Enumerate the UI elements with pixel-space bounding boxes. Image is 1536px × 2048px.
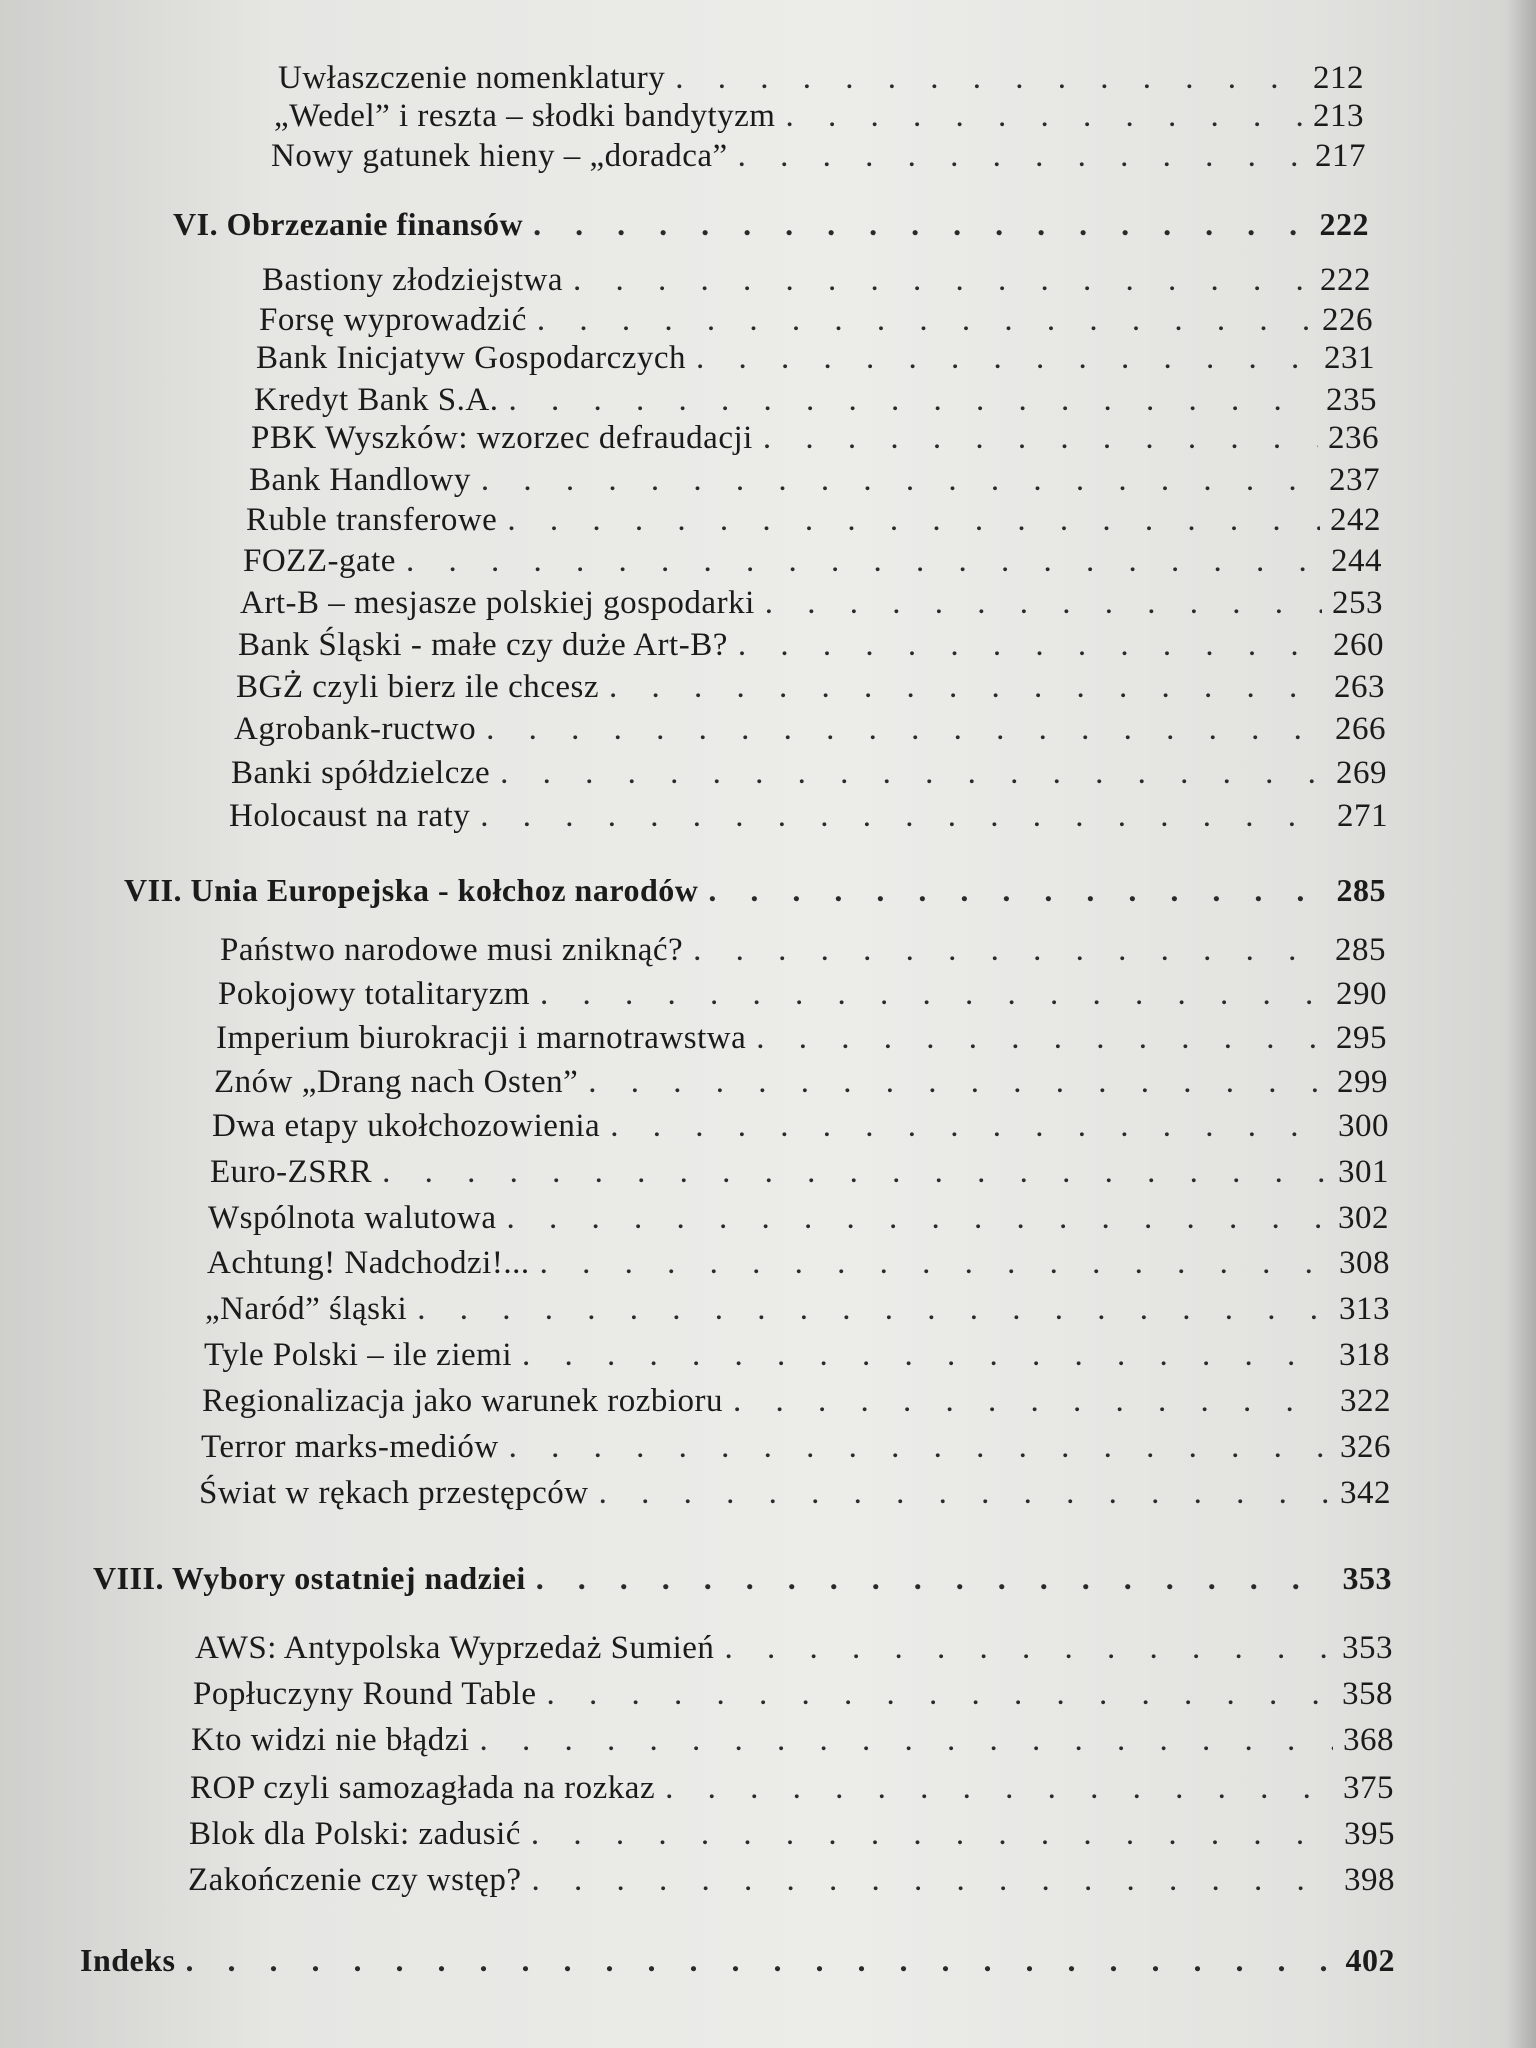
toc-chapter-page: 353	[1342, 1560, 1392, 1596]
leader-dots	[738, 627, 1323, 664]
toc-entry	[205, 1291, 1390, 1328]
toc-entry	[274, 98, 1364, 135]
toc-entry	[193, 1676, 1393, 1713]
toc-entry-title: BGŻ czyli bierz ile chcesz	[236, 669, 599, 705]
toc-entry-title: ROP czyli samozagłada na rozkaz	[190, 1770, 656, 1806]
leader-dots	[696, 340, 1314, 377]
leader-dots	[508, 382, 1316, 419]
toc-entry-page: 318	[1339, 1337, 1390, 1373]
toc-chapter-page: 285	[1336, 872, 1386, 908]
toc-entry-title: Ruble transferowe	[246, 502, 498, 538]
leader-dots	[481, 462, 1319, 499]
toc-entry-page: 342	[1340, 1475, 1391, 1511]
toc-entry-page: 299	[1337, 1064, 1388, 1100]
toc-entry-title: Bank Handlowy	[249, 462, 471, 498]
toc-entry-title: Bastiony złodziejstwa	[262, 262, 564, 298]
toc-entry-title: Forsę wyprowadzić	[259, 302, 527, 338]
toc-entry-title: Wspólnota walutowa	[208, 1200, 497, 1236]
toc-entry-page: 217	[1315, 138, 1366, 174]
toc-chapter-page: 222	[1319, 206, 1369, 242]
toc-entry-page: 269	[1336, 755, 1387, 791]
leader-dots	[537, 302, 1312, 339]
leader-dots	[486, 711, 1325, 748]
leader-dots	[609, 669, 1324, 706]
toc-entry-page: 368	[1343, 1722, 1394, 1758]
toc-entry-page: 322	[1340, 1383, 1391, 1419]
leader-dots	[507, 502, 1320, 539]
toc-entry-title: Achtung! Nadchodzi!...	[207, 1245, 530, 1281]
toc-entry-page: 253	[1332, 585, 1383, 621]
toc-entry-page: 226	[1322, 302, 1373, 338]
toc-entry	[246, 502, 1381, 539]
toc-entry	[190, 1770, 1394, 1807]
toc-entry-page: 263	[1334, 669, 1385, 705]
leader-dots	[186, 1942, 1336, 1979]
toc-entry-page: 244	[1331, 543, 1382, 579]
toc-entry-page: 308	[1339, 1245, 1390, 1281]
toc-entry-title: Świat w rękach przestępców	[199, 1475, 589, 1511]
leader-dots	[540, 1245, 1329, 1282]
toc-entry-title: Znów „Drang nach Osten”	[214, 1064, 579, 1100]
toc-entry-page: 213	[1313, 98, 1364, 134]
toc-chapter	[124, 872, 1386, 909]
page-edge-shadow	[1506, 0, 1536, 2048]
leader-dots	[507, 1200, 1328, 1237]
leader-dots	[733, 1383, 1330, 1420]
leader-dots	[533, 206, 1309, 243]
leader-dots	[763, 420, 1318, 457]
toc-entry-title: Imperium biurokracji i marnotrawstwa	[216, 1020, 747, 1056]
leader-dots	[509, 1429, 1330, 1466]
toc-entry-page: 266	[1335, 711, 1386, 747]
toc-chapter-title: VII. Unia Europejska - kołchoz narodów	[124, 872, 699, 908]
leader-dots	[540, 976, 1326, 1013]
leader-dots	[522, 1337, 1329, 1374]
toc-chapter	[173, 206, 1369, 243]
toc-entry	[238, 627, 1384, 664]
toc-entry-page: 236	[1328, 420, 1379, 456]
toc-entry	[201, 1429, 1391, 1466]
toc-entry	[207, 1245, 1390, 1282]
toc-chapter	[93, 1560, 1392, 1597]
toc-entry	[191, 1722, 1394, 1759]
toc-entry	[208, 1200, 1389, 1237]
leader-dots	[693, 932, 1325, 969]
leader-dots	[599, 1475, 1330, 1512]
toc-entry-title: Dwa etapy ukołchozowienia	[212, 1108, 601, 1144]
toc-entry	[199, 1475, 1391, 1512]
toc-entry	[229, 798, 1388, 835]
toc-entry-page: 358	[1342, 1676, 1393, 1712]
toc-chapter-title: Indeks	[80, 1942, 176, 1978]
toc-entry-title: Pokojowy totalitaryzm	[218, 976, 531, 1012]
leader-dots	[756, 1020, 1326, 1057]
toc-entry	[220, 932, 1386, 969]
toc-entry-title: „Naród” śląski	[205, 1291, 408, 1327]
toc-entry	[189, 1816, 1395, 1853]
toc-entry	[259, 302, 1373, 339]
toc-entry-title: Kredyt Bank S.A.	[254, 382, 499, 418]
leader-dots	[547, 1676, 1332, 1713]
leader-dots	[785, 98, 1303, 135]
leader-dots	[588, 1064, 1327, 1101]
toc-entry-page: 242	[1330, 502, 1381, 538]
toc-entry	[278, 60, 1364, 97]
toc-entry-title: Blok dla Polski: zadusić	[189, 1816, 521, 1852]
leader-dots	[665, 1770, 1333, 1807]
toc-entry-title: Banki spółdzielcze	[231, 755, 491, 791]
toc-entry-title: Art-B – mesjasze polskiej gospodarki	[240, 585, 755, 621]
toc-chapter-title: VI. Obrzezanie finansów	[173, 206, 524, 242]
toc-entry	[251, 420, 1379, 457]
toc-entry	[256, 340, 1375, 377]
toc-entry-title: FOZZ-gate	[243, 543, 396, 579]
toc-entry-title: Euro-ZSRR	[210, 1154, 373, 1190]
toc-chapter	[80, 1942, 1395, 1979]
leader-dots	[531, 1816, 1334, 1853]
toc-entry-title: Bank Śląski - małe czy duże Art-B?	[238, 627, 728, 663]
toc-entry	[188, 1862, 1395, 1899]
toc-entry-title: Terror marks-mediów	[201, 1429, 499, 1465]
toc-entry	[204, 1337, 1390, 1374]
toc-entry	[218, 976, 1387, 1013]
toc-entry	[202, 1383, 1391, 1420]
toc-entry	[271, 138, 1366, 175]
toc-entry	[254, 382, 1377, 419]
toc-entry-page: 313	[1339, 1291, 1390, 1327]
leader-dots	[738, 138, 1305, 175]
toc-chapter-page: 402	[1345, 1942, 1395, 1978]
toc-entry-title: Uwłaszczenie nomenklatury	[278, 60, 666, 96]
toc-entry	[210, 1154, 1389, 1191]
toc-entry-page: 295	[1336, 1020, 1387, 1056]
toc-entry	[240, 585, 1383, 622]
toc-entry-page: 235	[1326, 382, 1377, 418]
leader-dots	[765, 585, 1322, 622]
toc-entry-page: 300	[1338, 1108, 1389, 1144]
toc-entry-title: „Wedel” i reszta – słodki bandytyzm	[274, 98, 776, 134]
leader-dots	[573, 262, 1310, 299]
toc-entry	[249, 462, 1380, 499]
toc-entry-page: 302	[1338, 1200, 1389, 1236]
leader-dots	[480, 1722, 1333, 1759]
toc-entry-page: 301	[1338, 1154, 1389, 1190]
toc-entry-page: 212	[1313, 60, 1364, 96]
toc-entry-page: 353	[1342, 1630, 1393, 1666]
toc-entry	[231, 755, 1387, 792]
toc-entry-title: Holocaust na raty	[229, 798, 471, 834]
toc-entry-title: Kto widzi nie błądzi	[191, 1722, 470, 1758]
toc-entry-page: 290	[1336, 976, 1387, 1012]
leader-dots	[610, 1108, 1328, 1145]
toc-entry-title: AWS: Antypolska Wyprzedaż Sumień	[195, 1630, 715, 1666]
toc-entry	[212, 1108, 1389, 1145]
leader-dots	[500, 755, 1326, 792]
toc-entry-title: Nowy gatunek hieny – „doradca”	[271, 138, 728, 174]
toc-entry-page: 395	[1344, 1816, 1395, 1852]
toc-entry-page: 375	[1343, 1770, 1394, 1806]
toc-entry-title: PBK Wyszków: wzorzec defraudacji	[251, 420, 753, 456]
leader-dots	[675, 60, 1303, 97]
toc-entry	[236, 669, 1385, 706]
toc-entry-page: 271	[1337, 798, 1388, 834]
toc-entry-title: Popłuczyny Round Table	[193, 1676, 537, 1712]
toc-entry	[195, 1630, 1393, 1667]
toc-entry-page: 222	[1320, 262, 1371, 298]
toc-entry-page: 231	[1324, 340, 1375, 376]
toc-entry-title: Tyle Polski – ile ziemi	[204, 1337, 512, 1373]
toc-entry-page: 237	[1329, 462, 1380, 498]
toc-entry-title: Bank Inicjatyw Gospodarczych	[256, 340, 687, 376]
toc-entry-page: 326	[1340, 1429, 1391, 1465]
toc-entry-page: 285	[1335, 932, 1386, 968]
toc-entry-page: 260	[1333, 627, 1384, 663]
toc-entry	[216, 1020, 1387, 1057]
leader-dots	[708, 872, 1326, 909]
leader-dots	[480, 798, 1327, 835]
leader-dots	[532, 1862, 1335, 1899]
toc-entry-title: Zakończenie czy wstęp?	[188, 1862, 522, 1898]
toc-entry	[214, 1064, 1388, 1101]
toc-entry	[262, 262, 1371, 299]
toc-entry	[243, 543, 1382, 580]
toc-entry-title: Państwo narodowe musi zniknąć?	[220, 932, 684, 968]
leader-dots	[724, 1630, 1332, 1667]
toc-entry	[234, 711, 1386, 748]
leader-dots	[417, 1291, 1329, 1328]
toc-entry-title: Agrobank-ructwo	[234, 711, 477, 747]
toc-entry-title: Regionalizacja jako warunek rozbioru	[202, 1383, 724, 1419]
leader-dots	[536, 1560, 1333, 1597]
toc-entry-page: 398	[1344, 1862, 1395, 1898]
leader-dots	[406, 543, 1321, 580]
toc-chapter-title: VIII. Wybory ostatniej nadziei	[93, 1560, 526, 1596]
leader-dots	[382, 1154, 1328, 1191]
